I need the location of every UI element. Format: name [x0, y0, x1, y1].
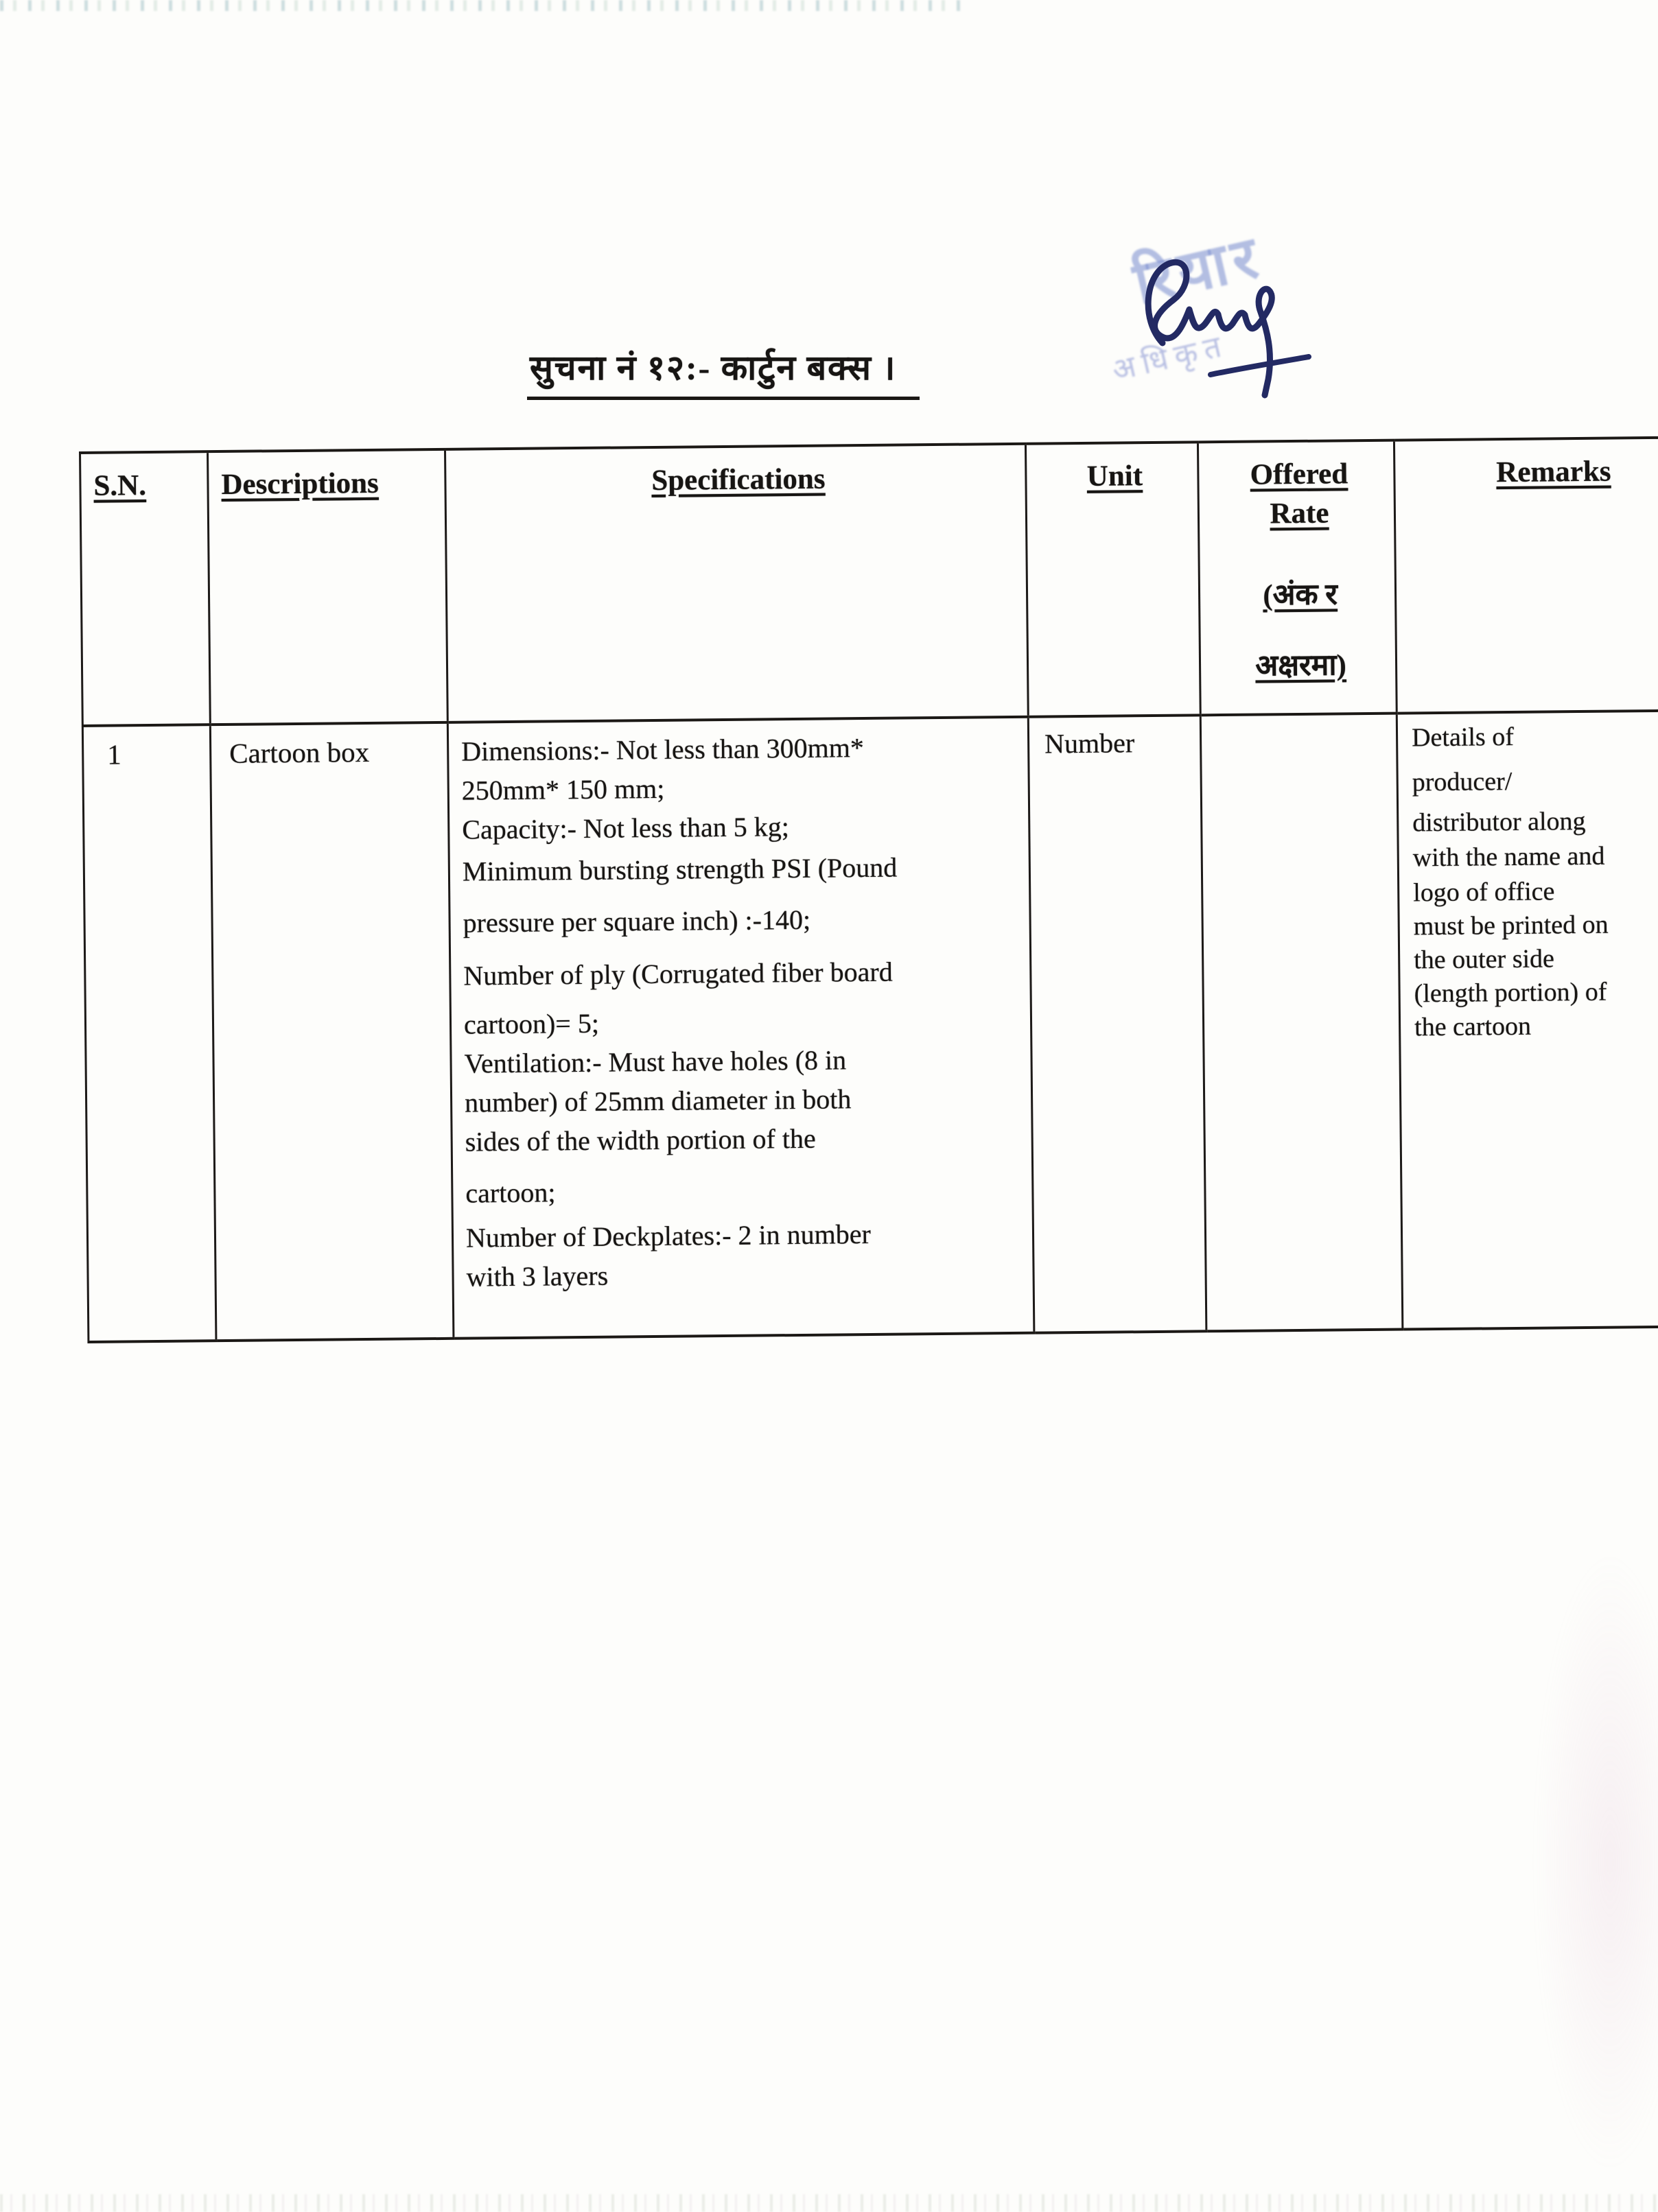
remarks-line: distributor along — [1412, 806, 1586, 838]
remarks-line: the cartoon — [1414, 1011, 1532, 1042]
header-cell-offered-rate — [1198, 440, 1397, 716]
scanner-noise-bottom — [0, 2194, 1658, 2212]
table-header-row — [80, 437, 1658, 726]
header-cell-specifications — [445, 444, 1028, 722]
header-label-specifications: Specifications — [651, 462, 826, 497]
row-cell-unit: Number — [1028, 715, 1206, 1332]
specification-line: number) of 25mm diameter in both — [464, 1083, 852, 1118]
remarks-line: producer/ — [1412, 766, 1513, 797]
page-title: सुचना नं १२:- कार्टुन बक्स । — [527, 343, 920, 400]
header-cell-descriptions — [208, 449, 448, 725]
scanner-smudge — [1534, 1553, 1658, 2171]
header-label-unit: Unit — [1086, 460, 1143, 493]
specification-line: with 3 layers — [466, 1260, 609, 1293]
specification-line: Number of Deckplates:- 2 in number — [465, 1218, 872, 1254]
stamp-text-line2: अधिकृत — [1108, 327, 1231, 388]
remarks-line: Details of — [1411, 722, 1515, 753]
header-label-offered-rate-line: अक्षरमा) — [1255, 649, 1347, 683]
specification-table — [79, 436, 1658, 1343]
header-label-sn: S.N. — [93, 469, 147, 502]
table-skew-wrapper — [79, 436, 1658, 1343]
remarks-line: with the name and — [1412, 841, 1605, 873]
row-cell-sn: 1 — [82, 725, 216, 1342]
header-label-descriptions: Descriptions — [221, 467, 380, 502]
header-label-offered-rate-line: Offered — [1250, 458, 1348, 491]
specification-line: pressure per square inch) :-140; — [463, 904, 811, 939]
specification-line: sides of the width portion of the — [465, 1122, 816, 1157]
remarks-line: must be printed on — [1413, 910, 1609, 941]
header-cell-unit — [1025, 442, 1200, 716]
remarks-line: (length portion) of — [1414, 977, 1607, 1009]
header-label-offered-rate-line: (अंक र — [1263, 578, 1338, 612]
header-cell-remarks — [1394, 437, 1658, 713]
specification-line: Capacity:- Not less than 5 kg; — [462, 811, 790, 845]
header-label-remarks: Remarks — [1496, 455, 1611, 489]
signature-ink — [1106, 239, 1353, 410]
row-cell-description: Cartoon box — [210, 722, 454, 1341]
remarks-line: the outer side — [1414, 944, 1555, 975]
specification-line: 250mm* 150 mm; — [461, 773, 665, 806]
specification-line: Dimensions:- Not less than 300mm* — [461, 732, 865, 767]
row-cell-remarks — [1397, 710, 1658, 1329]
scanner-noise-top — [0, 0, 961, 11]
header-label-offered-rate-line: Rate — [1270, 497, 1329, 530]
specification-line: Number of ply (Corrugated fiber board — [463, 956, 893, 991]
specification-line: cartoon; — [465, 1177, 556, 1209]
table-row — [82, 710, 1658, 1342]
header-cell-sn — [80, 451, 211, 726]
office-stamp — [1045, 185, 1418, 429]
remarks-line: logo of office — [1413, 877, 1555, 908]
row-cell-offered-rate — [1200, 714, 1403, 1332]
specification-line: cartoon)= 5; — [463, 1007, 600, 1040]
row-cell-specifications — [447, 717, 1034, 1339]
stamp-text-line1: रियार — [1127, 222, 1270, 318]
specification-line: Ventilation:- Must have holes (8 in — [464, 1044, 847, 1079]
specification-line: Minimum bursting strength PSI (Pound — [462, 851, 898, 887]
